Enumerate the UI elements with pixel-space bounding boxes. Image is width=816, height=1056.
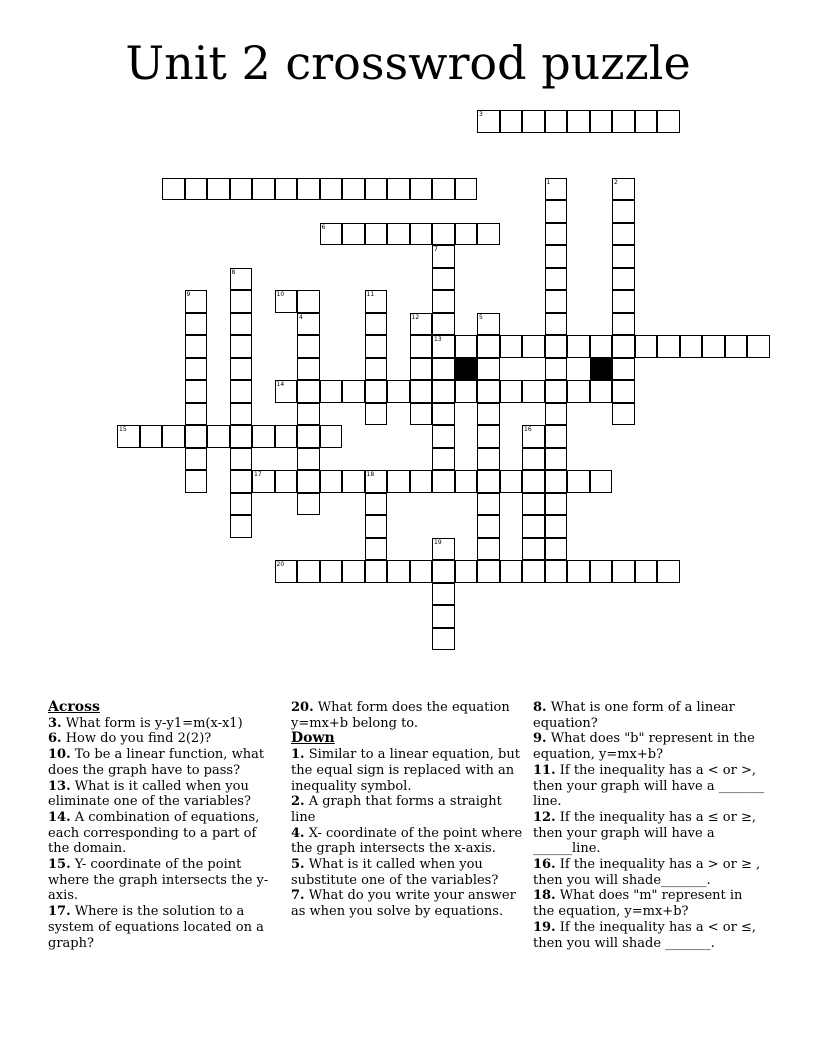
grid-cell[interactable] [365,313,388,336]
grid-cell[interactable] [185,178,208,201]
clue-number-label: 11. [533,762,556,778]
grid-cell[interactable] [612,110,635,133]
grid-cell[interactable] [702,335,725,358]
clue-text: Where is the solution to a system of equations located on a graph? [48,904,264,951]
grid-cell[interactable] [230,380,253,403]
clue-number: 14 [276,381,285,388]
grid-cell[interactable] [500,560,523,583]
grid-cell[interactable] [500,335,523,358]
blocked-cell [590,358,613,381]
grid-cell[interactable] [612,223,635,246]
grid-cell[interactable] [230,470,253,493]
clue-number-label: 2. [291,794,305,810]
clue-text: What does "m" represent in the equation, y=mx+b? [533,888,743,920]
grid-cell[interactable] [297,493,320,516]
grid-cell[interactable] [590,560,613,583]
clue-number-label: 17. [48,904,71,920]
grid-cell[interactable] [455,223,478,246]
clue-column-right [533,700,765,951]
grid-cell[interactable] [410,560,433,583]
clue-item [291,857,523,888]
clue-item [291,747,523,794]
clue-text: If the inequality has a ≤ or ≥, then your graph will have a ______line. [533,809,756,857]
clue-text: What is it called when you substitute one of the variables? [291,857,499,888]
grid-cell[interactable] [522,335,545,358]
grid-cell[interactable] [275,178,298,201]
clue-number-label: 18. [533,888,556,904]
grid-cell[interactable] [545,110,568,133]
grid-cell[interactable] [342,223,365,246]
grid-cell[interactable] [162,178,185,201]
grid-cell[interactable] [545,515,568,538]
grid-cell[interactable] [297,358,320,381]
grid-cell[interactable] [432,560,455,583]
grid-cell[interactable] [275,380,298,403]
grid-cell[interactable] [612,200,635,223]
grid-cell[interactable] [342,380,365,403]
grid-cell[interactable] [612,335,635,358]
clue-text: If the inequality has a < or >, then your graph will have a _______ line. [533,762,765,810]
grid-cell[interactable] [252,470,275,493]
grid-cell[interactable] [545,448,568,471]
clue-number-label: 20. [291,700,314,715]
clue-number-label: 4. [291,825,305,841]
clue-item [533,888,765,919]
grid-cell[interactable] [522,380,545,403]
clue-text: Y- coordinate of the point where the graph intersects the y-axis. [48,857,269,904]
clue-number-label: 19. [533,919,556,935]
grid-cell[interactable] [410,470,433,493]
grid-cell[interactable] [297,380,320,403]
clue-text: What is it called when you eliminate one of the variables? [48,778,251,810]
grid-cell[interactable] [545,470,568,493]
clue-text: Similar to a linear equation, but the equal sign is replaced with an inequality symbol. [291,747,520,794]
grid-cell[interactable] [477,425,500,448]
grid-cell[interactable] [230,515,253,538]
grid-cell[interactable] [590,110,613,133]
grid-cell[interactable] [185,290,208,313]
clue-item [48,904,278,951]
grid-cell[interactable] [365,403,388,426]
grid-cell[interactable] [365,560,388,583]
clue-number: 12 [411,313,420,321]
grid-cell[interactable] [185,425,208,448]
grid-cell[interactable] [500,110,523,133]
grid-cell[interactable] [477,335,500,358]
grid-cell[interactable] [612,313,635,336]
grid-cell[interactable] [410,313,433,336]
grid-cell[interactable] [612,245,635,268]
grid-cell[interactable] [275,470,298,493]
clue-number: 10 [276,291,285,298]
grid-cell[interactable] [522,560,545,583]
grid-cell[interactable] [635,560,658,583]
clue-item [48,716,278,732]
clue-number-label: 1. [291,747,305,763]
grid-cell[interactable] [545,245,568,268]
grid-cell[interactable] [432,358,455,381]
clue-item [533,700,765,731]
down-header: Down [291,730,335,747]
clue-item [48,731,278,747]
grid-cell[interactable] [477,515,500,538]
grid-cell[interactable] [342,470,365,493]
grid-cell[interactable] [365,358,388,381]
grid-cell[interactable] [612,380,635,403]
clue-number-label: 10. [48,747,71,763]
grid-cell[interactable] [230,335,253,358]
grid-cell[interactable] [545,313,568,336]
grid-cell[interactable] [297,470,320,493]
grid-cell[interactable] [612,290,635,313]
clue-column-middle [291,700,523,920]
clue-text: How do you find 2(2)? [61,731,212,747]
grid-cell[interactable] [320,470,343,493]
grid-cell[interactable] [297,560,320,583]
grid-cell[interactable] [567,470,590,493]
clue-item [291,826,523,857]
grid-cell[interactable] [522,110,545,133]
clue-number: 19 [434,538,442,546]
grid-cell[interactable] [455,380,478,403]
grid-cell[interactable] [545,403,568,426]
grid-cell[interactable] [432,245,455,268]
grid-cell[interactable] [612,268,635,291]
grid-cell[interactable] [522,448,545,471]
clue-item [533,920,765,951]
clue-number-label: 13. [48,778,71,794]
clue-number-label: 3. [48,715,62,731]
grid-cell[interactable] [545,200,568,223]
grid-cell[interactable] [140,425,163,448]
grid-cell[interactable] [545,223,568,246]
grid-cell[interactable] [185,358,208,381]
clue-item [533,810,765,857]
grid-cell[interactable] [185,335,208,358]
grid-cell[interactable] [612,560,635,583]
clue-number: 15 [119,426,127,433]
clue-number: 9 [186,291,191,298]
grid-cell[interactable] [635,335,658,358]
grid-cell[interactable] [477,448,500,471]
clue-number-label: 6. [48,731,62,747]
grid-cell[interactable] [455,178,478,201]
grid-cell[interactable] [432,470,455,493]
clue-number-label: 15. [48,857,71,873]
grid-cell[interactable] [657,110,680,133]
clue-item [533,857,765,888]
grid-cell[interactable] [612,178,635,201]
grid-cell[interactable] [365,178,388,201]
grid-cell[interactable] [185,313,208,336]
clue-text: What form is y-y1=m(x-x1) [61,715,243,731]
grid-cell[interactable] [522,515,545,538]
grid-cell[interactable] [432,538,455,561]
grid-cell[interactable] [657,335,680,358]
grid-cell[interactable] [342,560,365,583]
clue-number: 8 [231,268,236,276]
grid-cell[interactable] [320,223,343,246]
clue-text: A graph that forms a straight line [291,794,502,825]
grid-cell[interactable] [230,313,253,336]
grid-cell[interactable] [455,470,478,493]
grid-cell[interactable] [545,380,568,403]
grid-cell[interactable] [297,448,320,471]
clue-number-label: 16. [533,857,556,873]
grid-cell[interactable] [297,178,320,201]
clue-item [291,888,523,919]
grid-cell[interactable] [320,425,343,448]
clue-text: What form does the equation y=mx+b belong to. [291,700,510,731]
grid-cell[interactable] [230,178,253,201]
clue-item [48,810,278,857]
grid-cell[interactable] [275,560,298,583]
across-header: Across [48,699,100,715]
grid-cell[interactable] [432,583,455,606]
grid-cell[interactable] [365,223,388,246]
grid-cell[interactable] [320,380,343,403]
clue-number: 3 [479,111,483,118]
grid-cell[interactable] [252,425,275,448]
grid-cell[interactable] [455,560,478,583]
clue-number: 6 [321,223,326,231]
grid-cell[interactable] [387,380,410,403]
grid-cell[interactable] [545,268,568,291]
clue-text: What do you write your answer as when you solve by equations. [291,888,516,920]
grid-cell[interactable] [410,403,433,426]
clue-number: 13 [434,336,442,343]
grid-cell[interactable] [657,560,680,583]
grid-cell[interactable] [432,448,455,471]
grid-cell[interactable] [185,448,208,471]
grid-cell[interactable] [365,290,388,313]
grid-cell[interactable] [387,178,410,201]
grid-cell[interactable] [297,313,320,336]
grid-cell[interactable] [432,313,455,336]
grid-cell[interactable] [477,223,500,246]
grid-cell[interactable] [725,335,748,358]
grid-cell[interactable] [365,515,388,538]
clue-number: 2 [614,178,618,186]
grid-cell[interactable] [477,110,500,133]
grid-cell[interactable] [297,290,320,313]
grid-cell[interactable] [387,560,410,583]
grid-cell[interactable] [410,358,433,381]
grid-cell[interactable] [635,110,658,133]
grid-cell[interactable] [432,178,455,201]
grid-cell[interactable] [477,380,500,403]
clue-number: 16 [524,426,532,433]
grid-cell[interactable] [747,335,770,358]
grid-cell[interactable] [432,268,455,291]
grid-cell[interactable] [387,223,410,246]
grid-cell[interactable] [545,178,568,201]
clue-item [533,731,765,762]
grid-cell[interactable] [252,178,275,201]
grid-cell[interactable] [432,335,455,358]
clue-number: 5 [479,313,483,321]
grid-cell[interactable] [545,493,568,516]
grid-cell[interactable] [117,425,140,448]
grid-cell[interactable] [545,290,568,313]
grid-cell[interactable] [297,335,320,358]
clue-number-label: 7. [291,888,305,904]
grid-cell[interactable] [567,110,590,133]
grid-cell[interactable] [455,335,478,358]
grid-cell[interactable] [522,425,545,448]
grid-cell[interactable] [185,470,208,493]
grid-cell[interactable] [432,403,455,426]
clue-item [291,794,523,825]
grid-cell[interactable] [207,425,230,448]
clue-number: 20 [276,561,285,568]
grid-cell[interactable] [500,380,523,403]
grid-cell[interactable] [567,380,590,403]
clue-number: 18 [366,471,375,478]
grid-cell[interactable] [545,538,568,561]
grid-cell[interactable] [567,560,590,583]
grid-cell[interactable] [477,313,500,336]
clue-number-label: 12. [533,809,556,825]
grid-cell[interactable] [432,425,455,448]
grid-cell[interactable] [275,290,298,313]
clue-text: X- coordinate of the point where the graph intersects the x-axis. [291,825,523,857]
page-title: Unit 2 crosswrod puzzle [125,36,691,90]
grid-cell[interactable] [410,178,433,201]
clue-number-label: 9. [533,731,547,747]
clue-number: 11 [366,291,375,298]
grid-cell[interactable] [477,493,500,516]
grid-cell[interactable] [365,538,388,561]
grid-cell[interactable] [545,358,568,381]
clue-number-label: 8. [533,700,547,715]
clue-text: A combination of equations, each corresponding to a part of the domain. [48,809,260,857]
clue-number: 4 [299,313,303,321]
grid-cell[interactable] [410,335,433,358]
grid-cell[interactable] [410,380,433,403]
grid-cell[interactable] [365,335,388,358]
grid-cell[interactable] [320,178,343,201]
grid-cell[interactable] [590,470,613,493]
grid-cell[interactable] [275,425,298,448]
grid-cell[interactable] [297,403,320,426]
grid-cell[interactable] [410,223,433,246]
grid-cell[interactable] [162,425,185,448]
grid-cell[interactable] [545,425,568,448]
grid-cell[interactable] [477,538,500,561]
grid-cell[interactable] [612,403,635,426]
grid-cell[interactable] [522,538,545,561]
grid-cell[interactable] [230,403,253,426]
clue-item [48,779,278,810]
grid-cell[interactable] [432,290,455,313]
grid-cell[interactable] [342,178,365,201]
grid-cell[interactable] [207,178,230,201]
grid-cell[interactable] [500,470,523,493]
grid-cell[interactable] [680,335,703,358]
clue-item [533,763,765,810]
grid-cell[interactable] [477,470,500,493]
grid-cell[interactable] [522,470,545,493]
clue-number: 7 [434,246,438,253]
clue-item [48,747,278,778]
grid-cell[interactable] [590,335,613,358]
grid-cell[interactable] [545,335,568,358]
grid-cell[interactable] [590,380,613,403]
grid-cell[interactable] [185,380,208,403]
grid-cell[interactable] [320,560,343,583]
clue-text: What is one form of a linear equation? [533,700,735,731]
clue-text: What does "b" represent in the equation, y=mx+b? [533,731,755,763]
grid-cell[interactable] [567,335,590,358]
grid-cell[interactable] [297,425,320,448]
grid-cell[interactable] [545,560,568,583]
clue-text: To be a linear function, what does the graph have to pass? [48,747,265,778]
grid-cell[interactable] [432,628,455,651]
grid-cell[interactable] [185,403,208,426]
clue-number-label: 5. [291,857,305,873]
grid-cell[interactable] [230,425,253,448]
grid-cell[interactable] [365,493,388,516]
grid-cell[interactable] [477,560,500,583]
clue-item [48,857,278,904]
clue-number: 17 [254,471,262,478]
clue-text: If the inequality has a < or ≤, then you will shade _______. [533,919,756,951]
grid-cell[interactable] [230,493,253,516]
grid-cell[interactable] [365,470,388,493]
grid-cell[interactable] [230,358,253,381]
blocked-cell [455,358,478,381]
grid-cell[interactable] [522,493,545,516]
grid-cell[interactable] [365,380,388,403]
clue-number: 1 [546,178,551,186]
grid-cell[interactable] [432,605,455,628]
clue-item [291,700,523,731]
grid-cell[interactable] [387,470,410,493]
clue-number-label: 14. [48,809,71,825]
clue-text: If the inequality has a > or ≥ , then you will shade_______. [533,857,761,888]
grid-cell[interactable] [477,358,500,381]
grid-cell[interactable] [432,223,455,246]
grid-cell[interactable] [612,358,635,381]
grid-cell[interactable] [230,268,253,291]
grid-cell[interactable] [230,290,253,313]
grid-cell[interactable] [477,403,500,426]
clue-column-across [48,700,278,951]
grid-cell[interactable] [230,448,253,471]
grid-cell[interactable] [432,380,455,403]
